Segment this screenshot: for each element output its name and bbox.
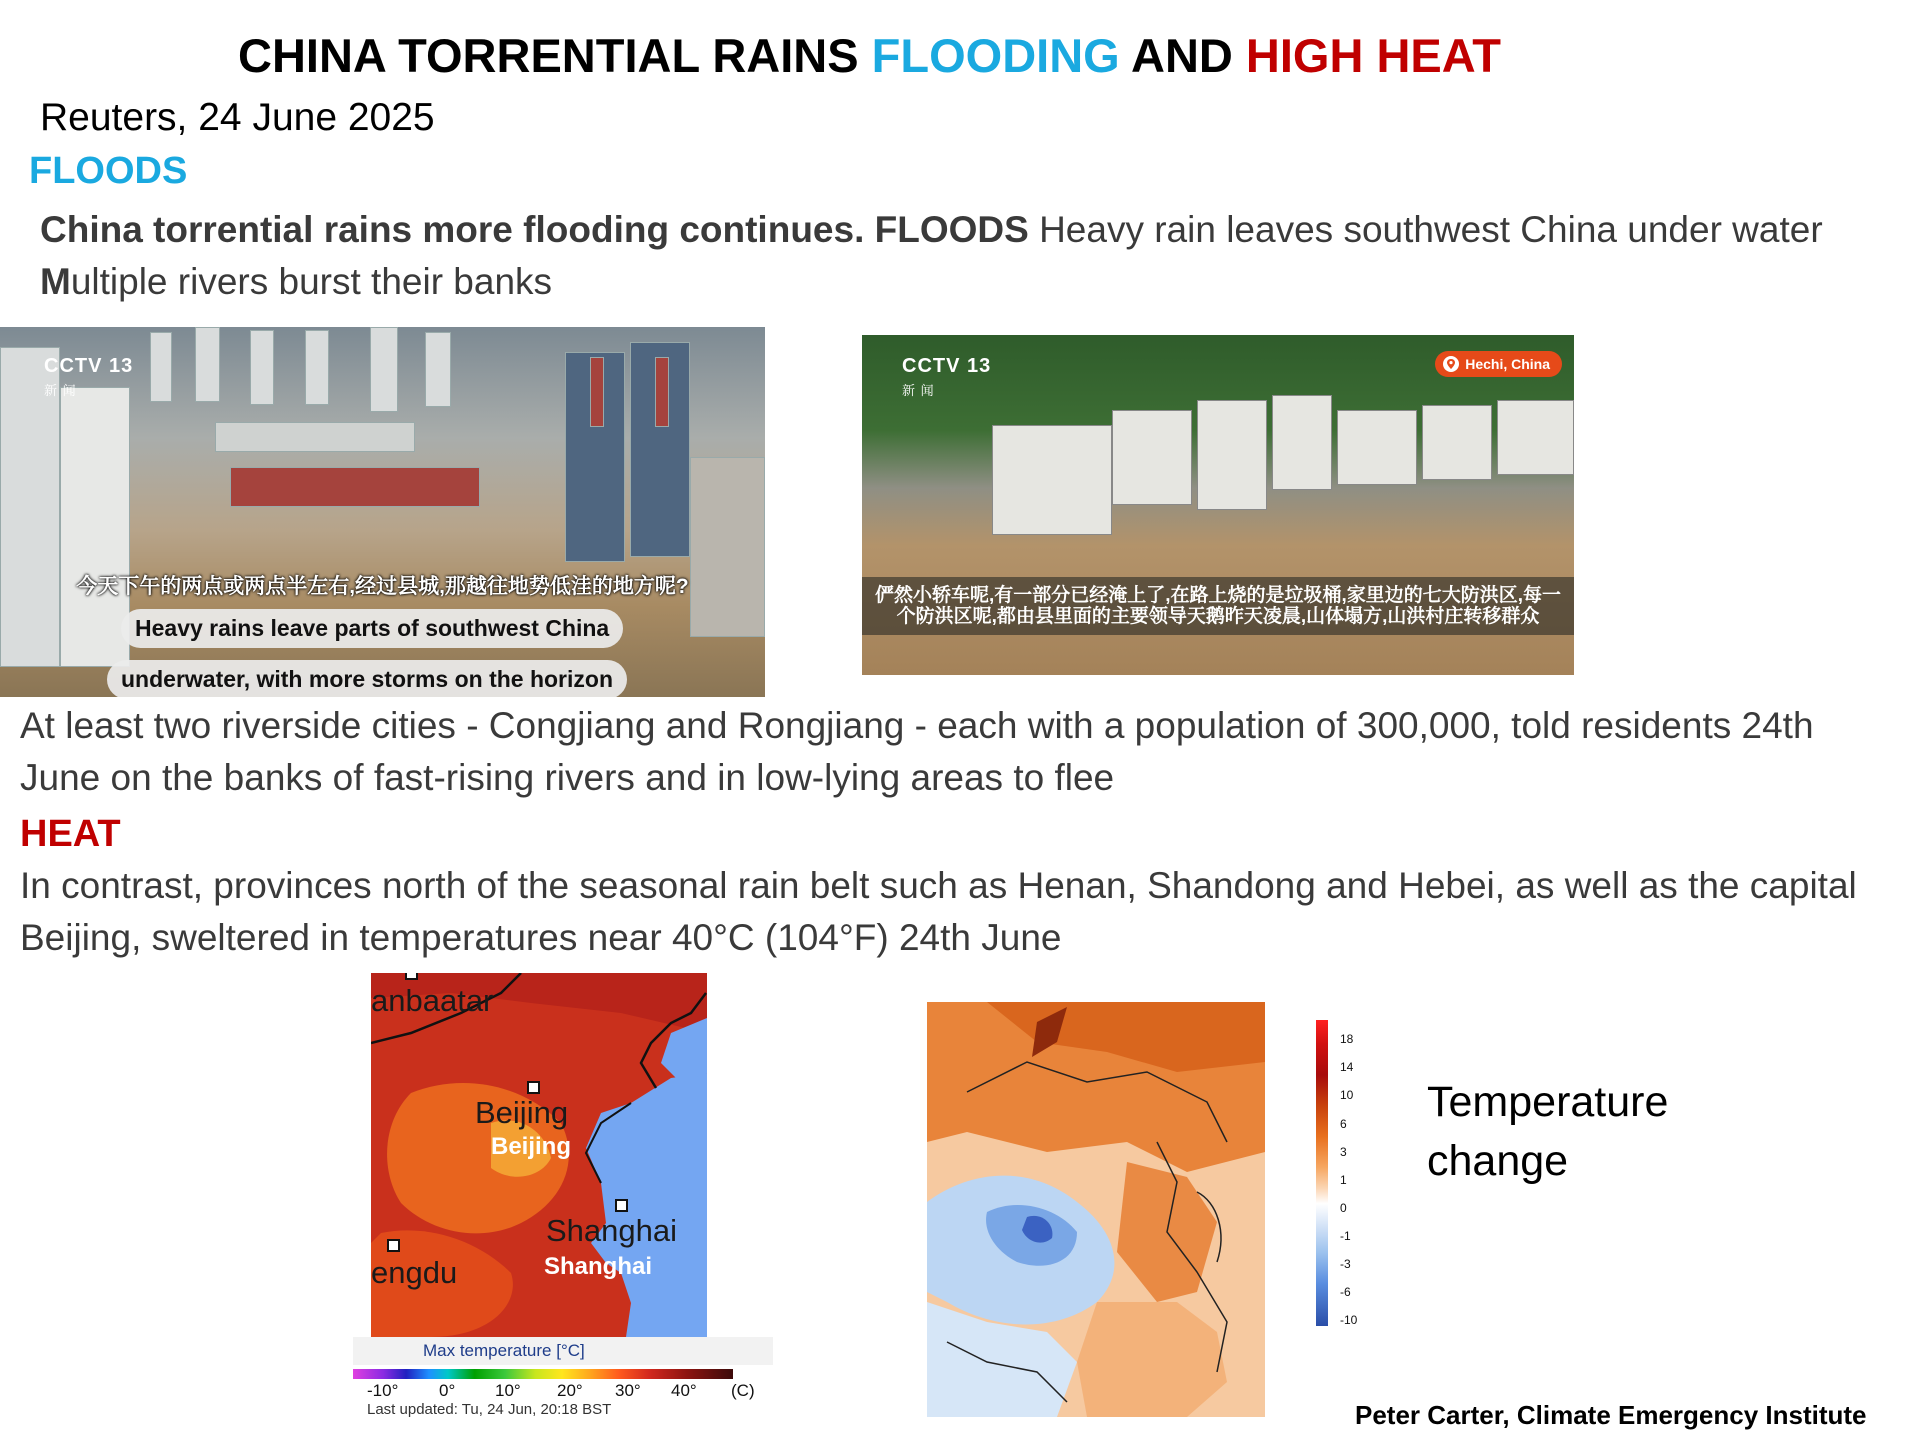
photo2-house-3 [1197, 400, 1267, 510]
map1-label-shanghai: Shanghai [546, 1213, 678, 1248]
map1-label-beijing: Beijing [475, 1095, 569, 1130]
source-line: Reuters, 24 June 2025 [40, 96, 435, 139]
legend1-tick-1: -10° [367, 1381, 399, 1400]
legend1-last-updated: Last updated: Tu, 24 Jun, 20:18 BST [367, 1401, 612, 1418]
heat-heading: HEAT [20, 813, 121, 855]
map1-label-chengdu: engdu [371, 1255, 458, 1290]
max-temperature-legend [353, 1337, 773, 1417]
page-title [238, 28, 1501, 83]
temperature-change-map [927, 1002, 1265, 1417]
heat-paragraph: In contrast, provinces north of the seasonal rain belt such as Henan, Shandong and Hebei, as well as the capital Beijing, sweltered in temperatures near 40°C (104°F) 24th June [20, 865, 1857, 958]
max-temperature-map [371, 973, 707, 1337]
scale2-label-5: 3 [1340, 1145, 1347, 1159]
title-part-high-heat: HIGH HEAT [1245, 29, 1501, 82]
photo1-caption-line-1: Heavy rains leave parts of southwest China [121, 609, 623, 648]
legend1-tick-5: 30° [615, 1381, 641, 1400]
photo2-house-2 [1112, 410, 1192, 505]
map1-label-shanghai-en: Shanghai [544, 1253, 653, 1280]
photo2-location-text: Hechi, China [1465, 356, 1550, 372]
flood-photo-city [0, 327, 765, 697]
scale2-label-9: -3 [1340, 1257, 1351, 1271]
photo1-tower-bg-5 [370, 327, 398, 412]
legend1-tick-6: 40° [671, 1381, 697, 1400]
legend1-title: Max temperature [°C] [353, 1337, 773, 1365]
scale2-label-10: -6 [1340, 1285, 1351, 1299]
photo1-school-building [230, 467, 480, 507]
flood-photo-hechi [862, 335, 1574, 675]
photo2-house-5 [1337, 410, 1417, 485]
photo1-tower-bg-3 [250, 330, 274, 405]
scale2-label-3: 10 [1340, 1088, 1354, 1102]
temperature-change-scale [1316, 1020, 1376, 1326]
map1-label-ulaanbaatar: anbaatar [371, 983, 494, 1018]
photo2-house-7 [1497, 400, 1574, 475]
legend1-tick-7: (C) [731, 1381, 755, 1400]
map1-chengdu-marker [387, 1239, 400, 1252]
scale2-label-11: -10 [1340, 1313, 1358, 1327]
scale2-label-2: 14 [1340, 1060, 1354, 1074]
legend1-tick-4: 20° [557, 1381, 583, 1400]
photo1-banner-2 [655, 357, 669, 427]
photo1-tower-bg-2 [195, 327, 220, 402]
floods-para-bold: China torrential rains more flooding continues. FLOODS [40, 209, 1029, 250]
legend1-color-bar [353, 1369, 733, 1379]
map1-shanghai-marker [615, 1199, 628, 1212]
photo2-house-4 [1272, 395, 1332, 490]
title-part-and: AND [1119, 29, 1246, 82]
floods-para-bold-m: M [40, 261, 71, 302]
photo1-tower-left-2 [60, 387, 130, 667]
photo1-tower-bg-1 [150, 332, 172, 402]
map1-beijing-marker [527, 1081, 540, 1094]
temperature-change-label: Temperature change [1427, 1078, 1669, 1185]
photo1-low-building [215, 422, 415, 452]
floods-heading: FLOODS [29, 150, 188, 192]
photo1-tower-bg-4 [305, 330, 329, 405]
scale2-color-bar [1316, 1020, 1328, 1326]
photo1-tower-bg-6 [425, 332, 451, 407]
scale2-label-6: 1 [1340, 1173, 1347, 1187]
legend1-tick-2: 0° [439, 1381, 456, 1400]
title-part-flooding: FLOODING [871, 29, 1120, 82]
photo2-house-6 [1422, 405, 1492, 480]
photo1-chinese-subtitle: 今天下午的两点或两点半左右,经过县城,那越往地势低洼的地方呢? [76, 575, 689, 598]
legend1-tick-3: 10° [495, 1381, 521, 1400]
photo1-cctv-logo: CCTV 13 新 闻 [44, 355, 134, 398]
floods-para-rest-2: ultiple rivers burst their banks [70, 261, 553, 302]
scale2-label-4: 6 [1340, 1117, 1347, 1131]
photo1-right-building [690, 457, 765, 637]
map1-label-beijing-en: Beijing [491, 1133, 572, 1160]
photo2-chinese-caption: 俨然小轿车呢,有一部分已经淹上了,在路上烧的是垃圾桶,家里边的七大防洪区,每一个防洪区呢,都由县里面的主要领导天鹅昨天凌晨,山体塌方,山洪村庄转移群众 [862, 577, 1574, 635]
scale2-label-7: 0 [1340, 1201, 1347, 1215]
location-pin-icon [1443, 355, 1459, 373]
temperature-change-map-graphic [927, 1002, 1265, 1417]
title-part-1: CHINA TORRENTIAL RAINS [238, 29, 872, 82]
photo1-caption-line-2: underwater, with more storms on the horizon [107, 660, 627, 697]
photo2-cctv-logo: CCTV 13 新 闻 [902, 355, 992, 398]
floods-paragraph [40, 204, 1920, 308]
scale2-label-8: -1 [1340, 1229, 1351, 1243]
photo2-house-1 [992, 425, 1112, 535]
cities-paragraph: At least two riverside cities - Congjiang and Rongjiang - each with a population of 300,000, told residents 24th June on the banks of fast-rising rivers and in low-lying areas to flee [20, 705, 1814, 798]
photo1-banner-1 [590, 357, 604, 427]
author-credit: Peter Carter, Climate Emergency Institute [1355, 1400, 1867, 1430]
photo2-location-badge [1435, 351, 1562, 377]
map1-ulaanbaatar-marker [405, 973, 418, 980]
scale2-label-1: 18 [1340, 1032, 1354, 1046]
floods-para-rest-1: Heavy rain leaves southwest China under water [1028, 209, 1823, 250]
